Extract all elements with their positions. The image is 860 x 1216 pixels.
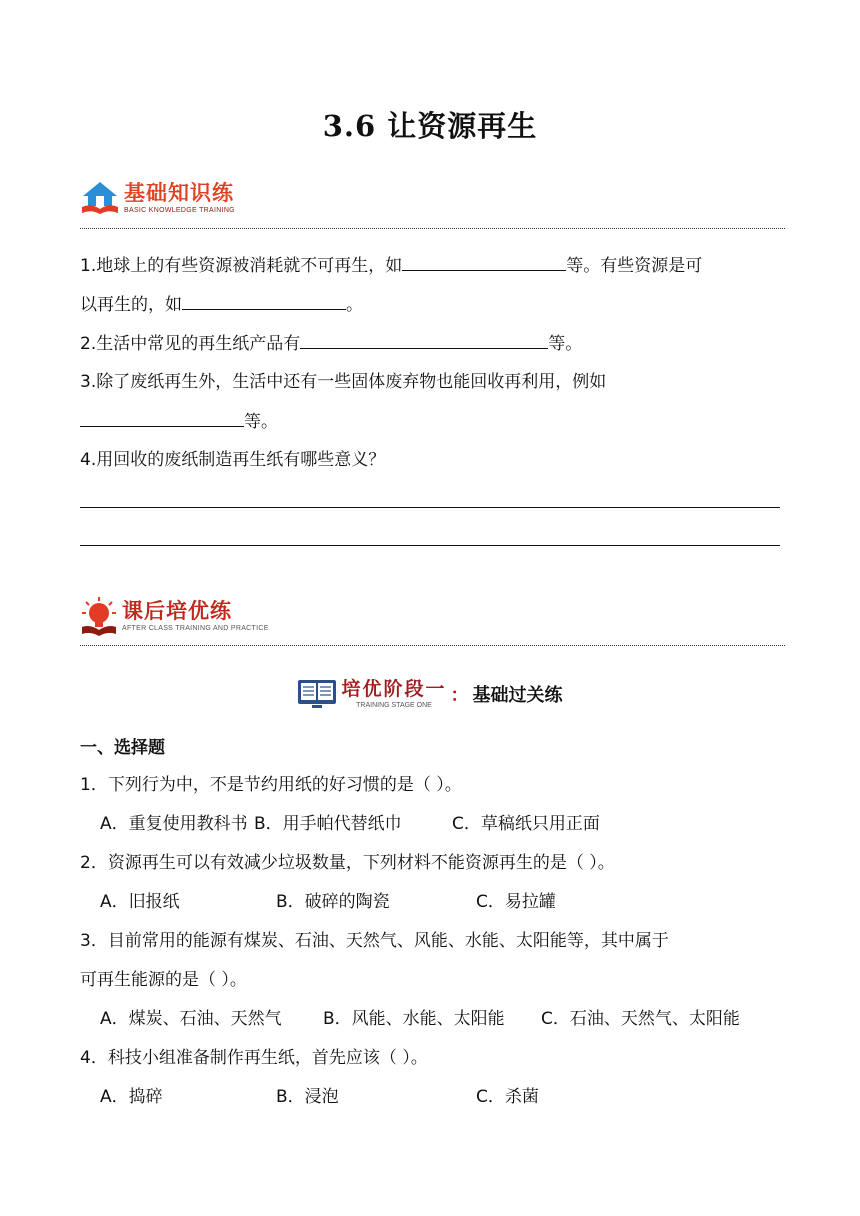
answer-blank[interactable]	[402, 253, 566, 271]
answer-blank[interactable]	[182, 292, 346, 310]
mc-option[interactable]: B．破碎的陶瓷	[276, 892, 390, 912]
question-text: 1.地球上的有些资源被消耗就不可再生，如	[80, 256, 403, 276]
stage-colon: ：	[450, 685, 469, 706]
mc-option[interactable]: C．石油、天然气、太阳能	[541, 1009, 740, 1029]
mc-question-4: 4．科技小组准备制作再生纸，首先应该（ ）。	[80, 1048, 428, 1068]
mc-option[interactable]: C．杀菌	[476, 1087, 539, 1107]
question-text: 等。	[244, 412, 278, 432]
house-book-icon	[80, 180, 120, 216]
divider	[80, 645, 785, 646]
mc-option[interactable]: A．旧报纸	[100, 892, 180, 912]
answer-line[interactable]	[80, 545, 780, 546]
mc-option[interactable]: B．浸泡	[276, 1087, 339, 1107]
mc-option[interactable]: A．重复使用教科书	[100, 814, 248, 834]
question-text: 等。	[548, 334, 583, 354]
stage-label: 培优阶段一	[341, 677, 447, 700]
banner-subtitle: AFTER CLASS TRAINING AND PRACTICE	[122, 624, 269, 632]
mc-question-1: 1．下列行为中，不是节约用纸的好习惯的是（ ）。	[80, 775, 462, 795]
mc-option[interactable]: A．捣碎	[100, 1087, 163, 1107]
fill-question-3-line-1	[80, 370, 785, 394]
page-title: 3.6 让资源再生	[322, 109, 538, 143]
stage-heading	[0, 678, 860, 710]
after-class-banner	[80, 596, 269, 636]
stage-title: 基础过关练	[472, 685, 563, 706]
mc-option[interactable]: A．煤炭、石油、天然气	[100, 1009, 282, 1029]
mc-question-2: 2．资源再生可以有效减少垃圾数量，下列材料不能资源再生的是（ ）。	[80, 853, 615, 873]
basic-knowledge-banner	[80, 180, 235, 216]
book-monitor-icon	[297, 678, 337, 710]
fill-question-2	[80, 331, 785, 355]
stage-subtitle: TRAINING STAGE ONE	[356, 701, 432, 709]
banner-title: 基础知识练	[124, 180, 234, 205]
mc-question-3-line-1: 3．目前常用的能源有煤炭、石油、天然气、风能、水能、太阳能等，其中属于	[80, 931, 669, 951]
question-text: 2.生活中常见的再生纸产品有	[80, 334, 301, 354]
mc-option[interactable]: B．用手帕代替纸巾	[254, 814, 402, 834]
banner-title: 课后培优练	[122, 598, 232, 623]
fill-question-1-line-2	[80, 292, 785, 316]
question-text: 4.用回收的废纸制造再生纸有哪些意义？	[80, 450, 386, 470]
answer-blank[interactable]	[80, 409, 244, 427]
section-heading: 一、选择题	[80, 738, 165, 758]
question-text: 。	[346, 295, 363, 315]
answer-line[interactable]	[80, 507, 780, 508]
fill-question-3-line-2	[80, 409, 785, 433]
fill-question-1-line-1	[80, 253, 785, 277]
mc-question-3-line-2: 可再生能源的是（ ）。	[80, 970, 247, 990]
question-text: 以再生的，如	[80, 295, 182, 315]
banner-subtitle: BASIC KNOWLEDGE TRAINING	[124, 206, 235, 214]
mc-option[interactable]: C．易拉罐	[476, 892, 556, 912]
question-text: 等。有些资源是可	[566, 256, 703, 276]
mc-option[interactable]: B．风能、水能、太阳能	[323, 1009, 505, 1029]
fill-question-4	[80, 448, 785, 472]
lightbulb-book-icon	[80, 596, 118, 636]
question-text: 3.除了废纸再生外，生活中还有一些固体废弃物也能回收再利用，例如	[80, 372, 607, 392]
answer-blank[interactable]	[300, 331, 548, 349]
mc-option[interactable]: C．草稿纸只用正面	[452, 814, 600, 834]
divider	[80, 228, 785, 229]
